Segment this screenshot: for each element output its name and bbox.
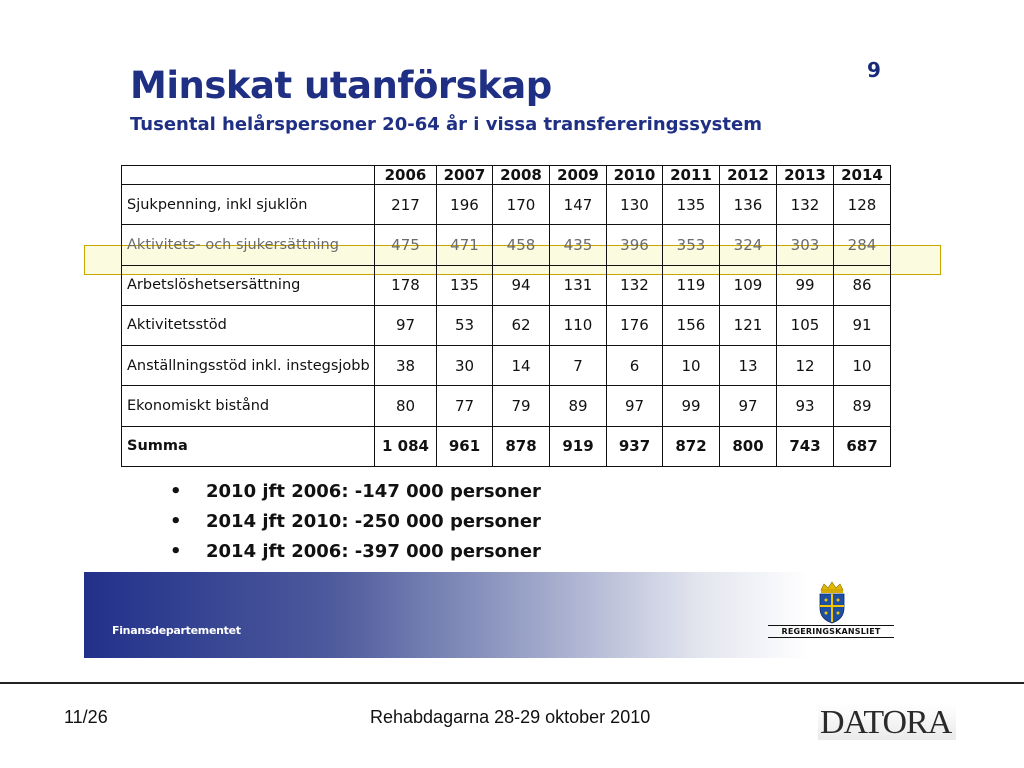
table-cell: 93	[777, 386, 834, 426]
table-cell: 872	[663, 426, 720, 466]
crown-shield-icon	[768, 581, 896, 625]
table-cell: 196	[437, 185, 493, 225]
row-label: Sjukpenning, inkl sjuklön	[122, 185, 375, 225]
table-cell: 147	[550, 185, 607, 225]
table-cell: 178	[375, 265, 437, 305]
table-cell: 284	[834, 225, 891, 265]
table-cell: 6	[607, 346, 663, 386]
row-label: Arbetslöshetsersättning	[122, 265, 375, 305]
table-cell: 105	[777, 305, 834, 345]
table-cell: 132	[777, 185, 834, 225]
slide-subtitle: Tusental helårspersoner 20-64 år i vissa transfereringssystem	[130, 114, 762, 135]
bullet-dot-icon: •	[170, 541, 182, 562]
table-row	[122, 185, 891, 225]
slide-title: Minskat utanförskap	[130, 64, 552, 107]
table-cell: 121	[720, 305, 777, 345]
table-cell: 13	[720, 346, 777, 386]
table-cell: 687	[834, 426, 891, 466]
table-cell: 217	[375, 185, 437, 225]
row-label: Aktivitetsstöd	[122, 305, 375, 345]
table-cell: 128	[834, 185, 891, 225]
year-header: 2006	[375, 166, 437, 185]
table-cell: 458	[493, 225, 550, 265]
brand-logo	[818, 704, 956, 740]
table-cell: 109	[720, 265, 777, 305]
table-cell: 97	[375, 305, 437, 345]
table-row-total	[122, 426, 891, 466]
table-cell: 97	[720, 386, 777, 426]
bullet-dot-icon: •	[170, 511, 182, 532]
table-row	[122, 346, 891, 386]
table-row-highlighted	[122, 225, 891, 265]
table-cell: 743	[777, 426, 834, 466]
event-caption: Rehabdagarna 28-29 oktober 2010	[370, 707, 651, 727]
table-cell: 131	[550, 265, 607, 305]
table-cell: 135	[663, 185, 720, 225]
table-cell: 30	[437, 346, 493, 386]
table-cell: 77	[437, 386, 493, 426]
table-row	[122, 265, 891, 305]
table-cell: 170	[493, 185, 550, 225]
page-indicator: 11/26	[64, 707, 108, 727]
table-cell: 99	[663, 386, 720, 426]
table-cell: 324	[720, 225, 777, 265]
table-cell: 79	[493, 386, 550, 426]
table-cell: 135	[437, 265, 493, 305]
logo-wordmark: REGERINGSKANSLIET	[768, 625, 894, 638]
table-cell: 97	[607, 386, 663, 426]
row-label: Ekonomiskt bistånd	[122, 386, 375, 426]
table-cell: 937	[607, 426, 663, 466]
bullet-item	[170, 477, 541, 507]
table-cell: 800	[720, 426, 777, 466]
slide-number: 9	[867, 58, 881, 82]
bullet-text: 2010 jft 2006: -147 000 personer	[206, 481, 541, 502]
department-name: Finansdepartementet	[112, 624, 241, 637]
table-row	[122, 305, 891, 345]
table-cell: 14	[493, 346, 550, 386]
year-header: 2007	[437, 166, 493, 185]
table-cell: 38	[375, 346, 437, 386]
bullet-text: 2014 jft 2010: -250 000 personer	[206, 511, 541, 532]
table-cell: 89	[550, 386, 607, 426]
bullet-list	[170, 477, 541, 567]
table-cell: 919	[550, 426, 607, 466]
table-cell: 62	[493, 305, 550, 345]
year-header: 2011	[663, 166, 720, 185]
table-cell: 10	[663, 346, 720, 386]
table-cell: 86	[834, 265, 891, 305]
table-cell: 353	[663, 225, 720, 265]
table-cell: 475	[375, 225, 437, 265]
footer-divider	[0, 682, 1024, 684]
row-label: Anställningsstöd inkl. instegsjobb	[122, 346, 375, 386]
table-cell: 1 084	[375, 426, 437, 466]
bullet-dot-icon: •	[170, 481, 182, 502]
table-cell: 10	[834, 346, 891, 386]
bullet-text: 2014 jft 2006: -397 000 personer	[206, 541, 541, 562]
year-header: 2008	[493, 166, 550, 185]
table-cell: 435	[550, 225, 607, 265]
table-cell: 80	[375, 386, 437, 426]
table-cell: 99	[777, 265, 834, 305]
row-label: Summa	[122, 426, 375, 466]
data-table	[121, 165, 891, 467]
year-header: 2014	[834, 166, 891, 185]
table-cell: 89	[834, 386, 891, 426]
table-cell: 136	[720, 185, 777, 225]
bullet-item	[170, 537, 541, 567]
table-header-row	[122, 166, 891, 185]
table-cell: 7	[550, 346, 607, 386]
table-cell: 12	[777, 346, 834, 386]
year-header: 2013	[777, 166, 834, 185]
table-cell: 94	[493, 265, 550, 305]
table-cell: 110	[550, 305, 607, 345]
row-label: Aktivitets- och sjukersättning	[122, 225, 375, 265]
table-cell: 303	[777, 225, 834, 265]
government-logo	[768, 581, 896, 641]
year-header: 2009	[550, 166, 607, 185]
header-label-cell	[122, 166, 375, 185]
table-cell: 130	[607, 185, 663, 225]
table-cell: 119	[663, 265, 720, 305]
table-cell: 53	[437, 305, 493, 345]
table-cell: 471	[437, 225, 493, 265]
table-cell: 878	[493, 426, 550, 466]
table-cell: 91	[834, 305, 891, 345]
table-cell: 396	[607, 225, 663, 265]
table-cell: 176	[607, 305, 663, 345]
table-cell: 961	[437, 426, 493, 466]
table-cell: 156	[663, 305, 720, 345]
year-header: 2012	[720, 166, 777, 185]
table-cell: 132	[607, 265, 663, 305]
brand-wordmark: DATORA	[820, 704, 952, 741]
year-header: 2010	[607, 166, 663, 185]
table-row	[122, 386, 891, 426]
bullet-item	[170, 507, 541, 537]
